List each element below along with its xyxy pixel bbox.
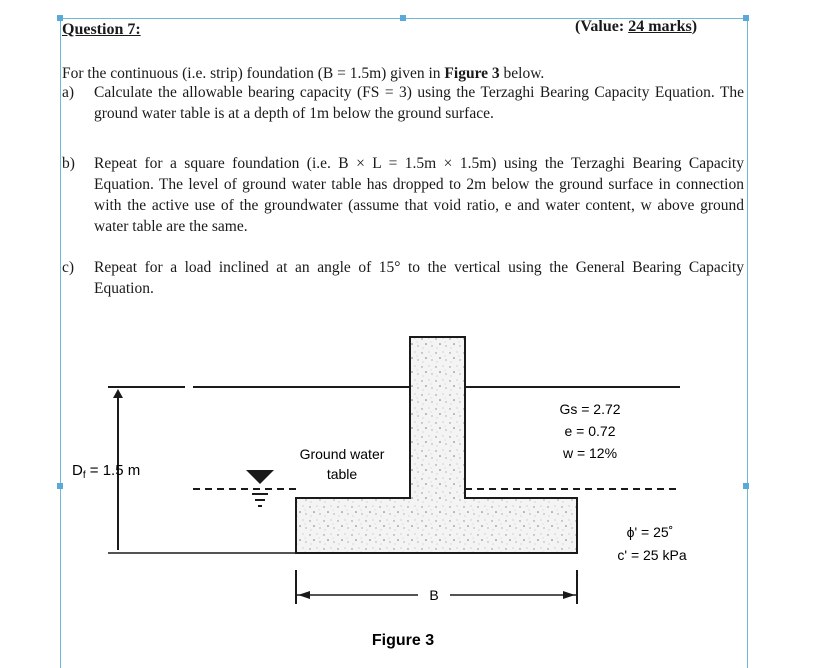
phi-value: ϕ' = 25˚ <box>626 524 674 540</box>
part-a-label: a) <box>62 84 75 101</box>
question-value: (Value: 24 marks) <box>575 18 698 35</box>
gs-value: Gs = 2.72 <box>559 401 621 417</box>
b-label: B <box>429 587 439 603</box>
marks-value: 24 marks <box>628 18 692 35</box>
question-title: Question 7: <box>62 21 141 38</box>
e-value: e = 0.72 <box>564 423 616 439</box>
part-a-text: Calculate the allowable bearing capacity (FS = 3) using the Terzaghi Bearing Capacity Equation. The ground water table is at a depth of 1m below the ground surface. <box>94 84 744 122</box>
part-b-text: Repeat for a square foundation (i.e. B × L = 1.5m × 1.5m) using the Terzaghi Bearing Capacity Equation. The level of ground water table has dropped to 2m below the ground surface in connection with the active use of the groundwater (assume that void ratio, e and water content, w above ground water table are the same. <box>94 155 744 235</box>
gw-label-line2: table <box>326 466 358 482</box>
gw-label-line1: Ground water <box>299 446 385 462</box>
figure-caption: Figure 3 <box>371 632 435 649</box>
c-value: c' = 25 kPa <box>617 547 687 563</box>
part-b-label: b) <box>62 155 75 172</box>
intro-paragraph: For the continuous (i.e. strip) foundation (B = 1.5m) given in Figure 3 below. <box>62 65 545 82</box>
part-c-label: c) <box>62 259 75 276</box>
foundation-footing <box>296 337 577 553</box>
figure-reference: Figure 3 <box>444 65 500 82</box>
water-table-symbol-icon <box>246 470 274 484</box>
part-c-text: Repeat for a load inclined at an angle of 15° to the vertical using the General Bearing Capacity Equation. <box>94 259 744 297</box>
df-label: $D_f = 1.5$ m <box>72 462 141 481</box>
w-value: w = 12% <box>562 445 618 461</box>
